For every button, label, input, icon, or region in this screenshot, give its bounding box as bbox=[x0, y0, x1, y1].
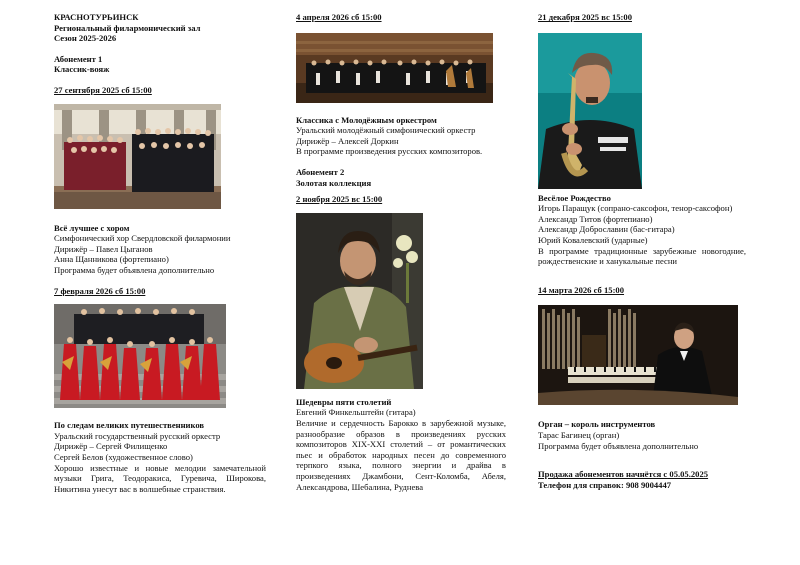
concert-6-line: Программа будет объявлена дополнительно bbox=[538, 440, 699, 451]
concert-1-date: 27 сентября 2025 сб 15:00 bbox=[54, 84, 152, 95]
concert-5-line: Александр Титов (фортепиано) bbox=[538, 213, 653, 224]
hall-title: Региональный филармонический зал bbox=[54, 22, 201, 33]
saxophonist-photo bbox=[538, 33, 642, 189]
folk-orchestra-photo bbox=[54, 304, 226, 408]
concert-2-line: Дирижёр – Сергей Филищенко bbox=[54, 441, 168, 452]
concert-5-line: Александр Доброславин (бас-гитара) bbox=[538, 224, 675, 235]
concert-3-line: Уральский молодёжный симфонический оркестр bbox=[296, 125, 476, 136]
concert-3-line: В программе произведения русских композиторов. bbox=[296, 146, 483, 157]
concert-4-title: Шедевры пяти столетий bbox=[296, 396, 392, 407]
choir-photo bbox=[54, 104, 221, 209]
subscription-1-name: Классик-вояж bbox=[54, 64, 110, 75]
concert-1-line: Симфонический хор Свердловской филармонии bbox=[54, 233, 231, 244]
concert-2-line: Сергей Белов (художественное слово) bbox=[54, 451, 193, 462]
concert-2-title: По следам великих путешественников bbox=[54, 420, 205, 431]
concert-1-title: Всё лучшее с хором bbox=[54, 222, 130, 233]
concert-6-title: Орган – король инструментов bbox=[538, 419, 656, 430]
concert-6-date: 14 марта 2026 сб 15:00 bbox=[538, 284, 625, 295]
concert-1-line: Дирижёр – Павел Цыганов bbox=[54, 243, 153, 254]
concert-2-line: Уральский государственный русский оркестр bbox=[54, 430, 221, 441]
symphony-orchestra-photo bbox=[296, 33, 493, 103]
concert-4-line: Евгений Финкельштейн (гитара) bbox=[296, 407, 416, 418]
city-title: КРАСНОТУРЬИНСК bbox=[54, 12, 139, 22]
phone-info: Телефон для справок: 908 9004447 bbox=[538, 479, 672, 490]
concert-5-line: Юрий Ковалевский (ударные) bbox=[538, 234, 648, 245]
concert-1-line: Программа будет объявлена дополнительно bbox=[54, 264, 215, 275]
sale-notice: Продажа абонементов начнётся с 05.05.2025 bbox=[538, 469, 709, 480]
concert-5-title: Весёлое Рождество bbox=[538, 192, 611, 203]
concert-3-title: Классика с Молодёжным оркестром bbox=[296, 114, 437, 125]
subscription-2-title: Абонемент 2 bbox=[296, 166, 345, 177]
concert-4-description: Величие и сердечность Барокко в зарубежной музыке, разнообразие образов в произведениях русских композиторов XIX-XXI столетий – от романтических пьес и обработок народных песен до современного терпкого языка, полного энергии и драйва в произведениях Джамбони, Сент-Коломба, Абеля, Александрова, Шебалина, Руднева bbox=[296, 417, 506, 492]
column-left bbox=[54, 12, 266, 494]
subscription-1-title: Абонемент 1 bbox=[54, 53, 103, 64]
subscription-2-name: Золотая коллекция bbox=[296, 177, 372, 188]
concert-6-line: Тарас Багинец (орган) bbox=[538, 429, 620, 440]
concert-5-description: В программе традиционные зарубежные новогодние, рождественские и ханукальные песни bbox=[538, 245, 746, 267]
concert-2-date: 7 февраля 2026 сб 15:00 bbox=[54, 285, 146, 296]
season-title: Сезон 2025-2026 bbox=[54, 33, 117, 44]
concert-5-date: 21 декабря 2025 вс 15:00 bbox=[538, 12, 632, 22]
guitarist-photo bbox=[296, 213, 423, 389]
concert-4-date: 2 ноября 2025 вс 15:00 bbox=[296, 194, 383, 205]
column-middle bbox=[296, 12, 506, 492]
concert-3-line: Дирижёр – Алексей Доркин bbox=[296, 135, 399, 146]
concert-3-date: 4 апреля 2026 сб 15:00 bbox=[296, 12, 382, 22]
concert-5-line: Игорь Паращук (сопрано-саксофон, тенор-саксофон) bbox=[538, 203, 733, 214]
concert-2-description: Хорошо известные и новые мелодии замечательной музыки Грига, Теодоракиса, Гуревича, Широкова, Никитина унесут вас в волшебные странствия. bbox=[54, 462, 266, 494]
concert-1-line: Анна Щанникова (фортепиано) bbox=[54, 254, 169, 265]
column-right bbox=[538, 12, 746, 490]
organist-photo bbox=[538, 305, 738, 405]
